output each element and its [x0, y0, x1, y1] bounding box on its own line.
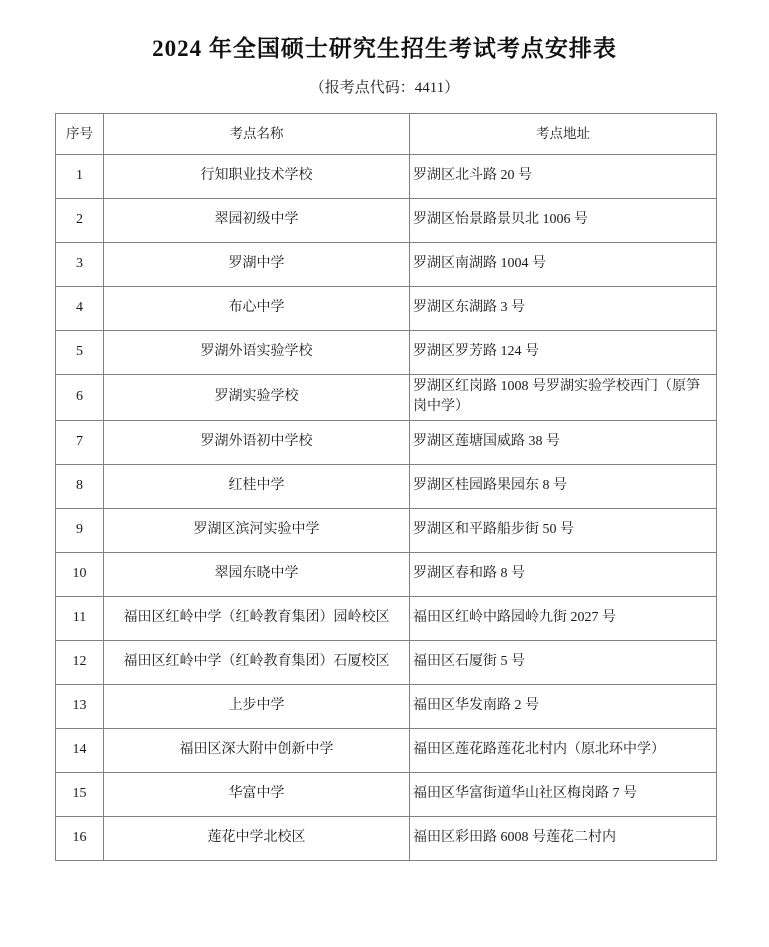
site-address-cell: 福田区华发南路 2 号 — [410, 684, 717, 728]
site-address-cell: 罗湖区春和路 8 号 — [410, 552, 717, 596]
site-address-cell: 罗湖区北斗路 20 号 — [410, 155, 717, 199]
table-row — [56, 420, 717, 464]
site-address-cell: 罗湖区南湖路 1004 号 — [410, 243, 717, 287]
row-number-cell: 11 — [56, 596, 104, 640]
row-number-cell: 16 — [56, 816, 104, 860]
row-number-cell: 8 — [56, 464, 104, 508]
site-address-cell: 罗湖区东湖路 3 号 — [410, 287, 717, 331]
document-page — [0, 30, 769, 861]
table-row — [56, 728, 717, 772]
row-number-cell: 6 — [56, 375, 104, 421]
row-number-cell: 15 — [56, 772, 104, 816]
row-number-cell: 5 — [56, 331, 104, 375]
table-row — [56, 199, 717, 243]
row-number-cell: 4 — [56, 287, 104, 331]
table-row — [56, 772, 717, 816]
site-name-cell: 罗湖实验学校 — [104, 375, 410, 421]
row-number-cell: 9 — [56, 508, 104, 552]
row-number-cell: 14 — [56, 728, 104, 772]
exam-site-table-body — [56, 155, 717, 861]
table-row — [56, 331, 717, 375]
row-number-cell: 1 — [56, 155, 104, 199]
site-address-cell: 罗湖区怡景路景贝北 1006 号 — [410, 199, 717, 243]
site-name-cell: 福田区红岭中学（红岭教育集团）石厦校区 — [104, 640, 410, 684]
site-name-cell: 罗湖区滨河实验中学 — [104, 508, 410, 552]
table-row — [56, 508, 717, 552]
site-name-cell: 翠园初级中学 — [104, 199, 410, 243]
site-name-cell: 布心中学 — [104, 287, 410, 331]
site-name-cell: 福田区红岭中学（红岭教育集团）园岭校区 — [104, 596, 410, 640]
table-row — [56, 596, 717, 640]
site-address-cell: 罗湖区罗芳路 124 号 — [410, 331, 717, 375]
site-address-cell: 福田区石厦街 5 号 — [410, 640, 717, 684]
site-address-cell: 福田区彩田路 6008 号莲花二村内 — [410, 816, 717, 860]
table-row — [56, 287, 717, 331]
site-name-cell: 翠园东晓中学 — [104, 552, 410, 596]
row-number-cell: 3 — [56, 243, 104, 287]
site-address-cell: 罗湖区桂园路果园东 8 号 — [410, 464, 717, 508]
site-address-cell: 福田区莲花路莲花北村内（原北环中学） — [410, 728, 717, 772]
row-number-cell: 13 — [56, 684, 104, 728]
site-name-cell: 罗湖外语实验学校 — [104, 331, 410, 375]
site-address-cell: 罗湖区莲塘国威路 38 号 — [410, 420, 717, 464]
row-number-cell: 2 — [56, 199, 104, 243]
site-name-cell: 罗湖中学 — [104, 243, 410, 287]
column-header-address: 考点地址 — [410, 114, 717, 155]
site-name-cell: 罗湖外语初中学校 — [104, 420, 410, 464]
table-row — [56, 375, 717, 421]
table-row — [56, 816, 717, 860]
row-number-cell: 10 — [56, 552, 104, 596]
site-address-cell: 福田区红岭中路园岭九街 2027 号 — [410, 596, 717, 640]
column-header-number: 序号 — [56, 114, 104, 155]
row-number-cell: 12 — [56, 640, 104, 684]
site-name-cell: 莲花中学北校区 — [104, 816, 410, 860]
site-name-cell: 福田区深大附中创新中学 — [104, 728, 410, 772]
table-header-row — [56, 114, 717, 155]
table-row — [56, 684, 717, 728]
page-subtitle: （报考点代码：4411） — [309, 80, 460, 96]
table-row — [56, 640, 717, 684]
table-row — [56, 155, 717, 199]
column-header-name: 考点名称 — [104, 114, 410, 155]
exam-site-table — [55, 113, 717, 861]
row-number-cell: 7 — [56, 420, 104, 464]
page-title: 2024 年全国硕士研究生招生考试考点安排表 — [152, 36, 617, 61]
site-name-cell: 华富中学 — [104, 772, 410, 816]
site-address-cell: 罗湖区和平路船步街 50 号 — [410, 508, 717, 552]
table-row — [56, 464, 717, 508]
site-address-cell: 罗湖区红岗路 1008 号罗湖实验学校西门（原笋岗中学） — [410, 375, 717, 421]
table-row — [56, 552, 717, 596]
site-name-cell: 上步中学 — [104, 684, 410, 728]
site-name-cell: 红桂中学 — [104, 464, 410, 508]
table-row — [56, 243, 717, 287]
site-address-cell: 福田区华富街道华山社区梅岗路 7 号 — [410, 772, 717, 816]
site-name-cell: 行知职业技术学校 — [104, 155, 410, 199]
